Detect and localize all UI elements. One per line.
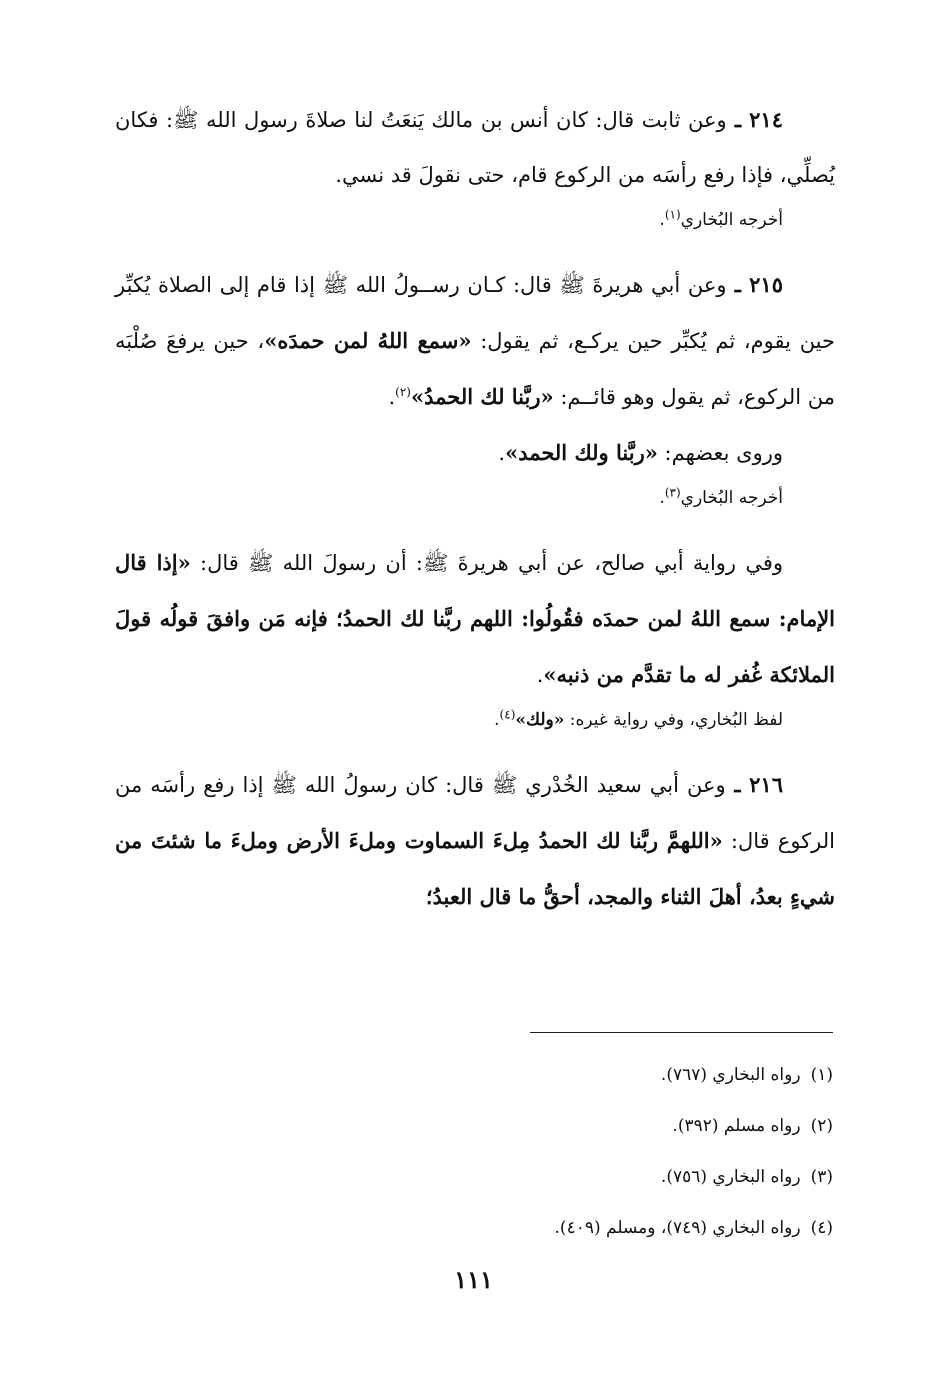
source-end: . — [494, 710, 500, 730]
hadith-text: وعن أبي سعيد الخُدْري ﷺ قال: كان رسولُ الله ﷺ إذا رفع رأسَه من الركوع قال: — [115, 773, 835, 853]
footnote-text: رواه البخاري (٧٤٩)، ومسلم (٤٠٩). — [554, 1218, 801, 1238]
footnote-ref: (٣) — [664, 485, 681, 500]
footnote-item — [115, 1101, 833, 1152]
variant-text: وروى بعضهم: — [657, 441, 783, 465]
hadith-216 — [115, 757, 835, 925]
footnote-text: رواه البخاري (٧٥٦). — [660, 1167, 801, 1187]
footnote-ref: (٤) — [499, 707, 516, 722]
source-end: . — [659, 488, 665, 508]
footnote-number: (٣) — [810, 1167, 833, 1187]
hadith-end: . — [388, 385, 396, 409]
source-quote: «ولك» — [515, 710, 565, 730]
source-text: لفظ البُخاري، وفي رواية غيره: — [564, 710, 783, 730]
source-text: أخرجه البُخاري — [680, 488, 783, 508]
footnote-item — [115, 1050, 833, 1101]
hadith-number: ٢١٥ — [749, 272, 783, 297]
hadith-quote: «ربَّنا لك الحمدُ» — [410, 384, 554, 409]
hadith-quote: «اللهمَّ ربَّنا لك الحمدُ مِلءَ السماوت وملءَ الأرض وملءَ ما شئتَ من شيءٍ بعدُ، أهلَ الثناء والمجد، أحقُّ ما قال العبدُ؛ — [115, 828, 835, 909]
hadith-214 — [115, 92, 835, 203]
hadith-source — [115, 483, 835, 513]
hadith-number: ٢١٦ — [749, 772, 783, 797]
hadith-text: وعن أبي هريرةَ ﷺ قال: كـان رســولُ الله ﷺ إذا قام إلى الصلاة يُكبِّر حين يقوم، ثم يُكبِّر حين يركـع، ثم يقول: — [115, 273, 836, 353]
footnote-item — [115, 1152, 833, 1203]
hadith-dash: ـ — [726, 272, 750, 297]
variant-end: . — [498, 441, 506, 465]
hadith-215 — [115, 257, 835, 425]
footnote-number: (٤) — [810, 1218, 833, 1238]
footnote-number: (٢) — [810, 1116, 833, 1136]
narration-source — [115, 705, 835, 735]
footnote-text: رواه البخاري (٧٦٧). — [660, 1065, 801, 1085]
source-end: . — [659, 210, 665, 230]
footnote-ref: (٢) — [395, 385, 411, 399]
narration-quote: «إذا قال الإمام: سمع اللهُ لمن حمدَه فقُولُوا: اللهم ربَّنا لك الحمدُ؛ فإنه مَن وافقَ قولُه قولَ الملائكة غُفر له ما تقدَّم من ذنبه» — [115, 550, 835, 687]
hadith-quote: «سمع اللهُ لمن حمدَه» — [264, 328, 472, 353]
page-number: ١١١ — [454, 1265, 493, 1294]
hadith-text: وعن ثابت قال: كان أنس بن مالك يَنعَتُ لنا صلاةَ رسول الله ﷺ: فكان يُصلِّي، فإذا رفع رأسَه من الركوع قام، حتى نقولَ قد نسي. — [115, 108, 835, 187]
hadith-text: ، حين يرفعَ صُلْبَه من الركوع، ثم يقول وهو قائــم: — [115, 329, 835, 409]
footnotes — [115, 1050, 833, 1254]
hadith-dash: ـ — [726, 107, 750, 132]
page-body — [115, 92, 835, 925]
hadith-number: ٢١٤ — [749, 107, 783, 132]
footnote-item — [115, 1203, 833, 1254]
hadith-215-variant — [115, 425, 835, 481]
narration-intro: وفي رواية أبي صالح، عن أبي هريرةَ ﷺ: أن رسولَ الله ﷺ قال: — [190, 551, 783, 575]
footnote-divider — [530, 1032, 833, 1033]
variant-quote: «ربَّنا ولك الحمد» — [505, 440, 658, 465]
source-text: أخرجه البُخاري — [680, 210, 783, 230]
footnote-text: رواه مسلم (٣٩٢). — [672, 1116, 801, 1136]
narration-end: . — [536, 663, 544, 687]
hadith-dash: ـ — [725, 772, 750, 797]
hadith-source — [115, 205, 835, 235]
footnote-ref: (١) — [664, 207, 681, 222]
narration-abu-salih — [115, 535, 835, 703]
footnote-number: (١) — [810, 1065, 833, 1085]
